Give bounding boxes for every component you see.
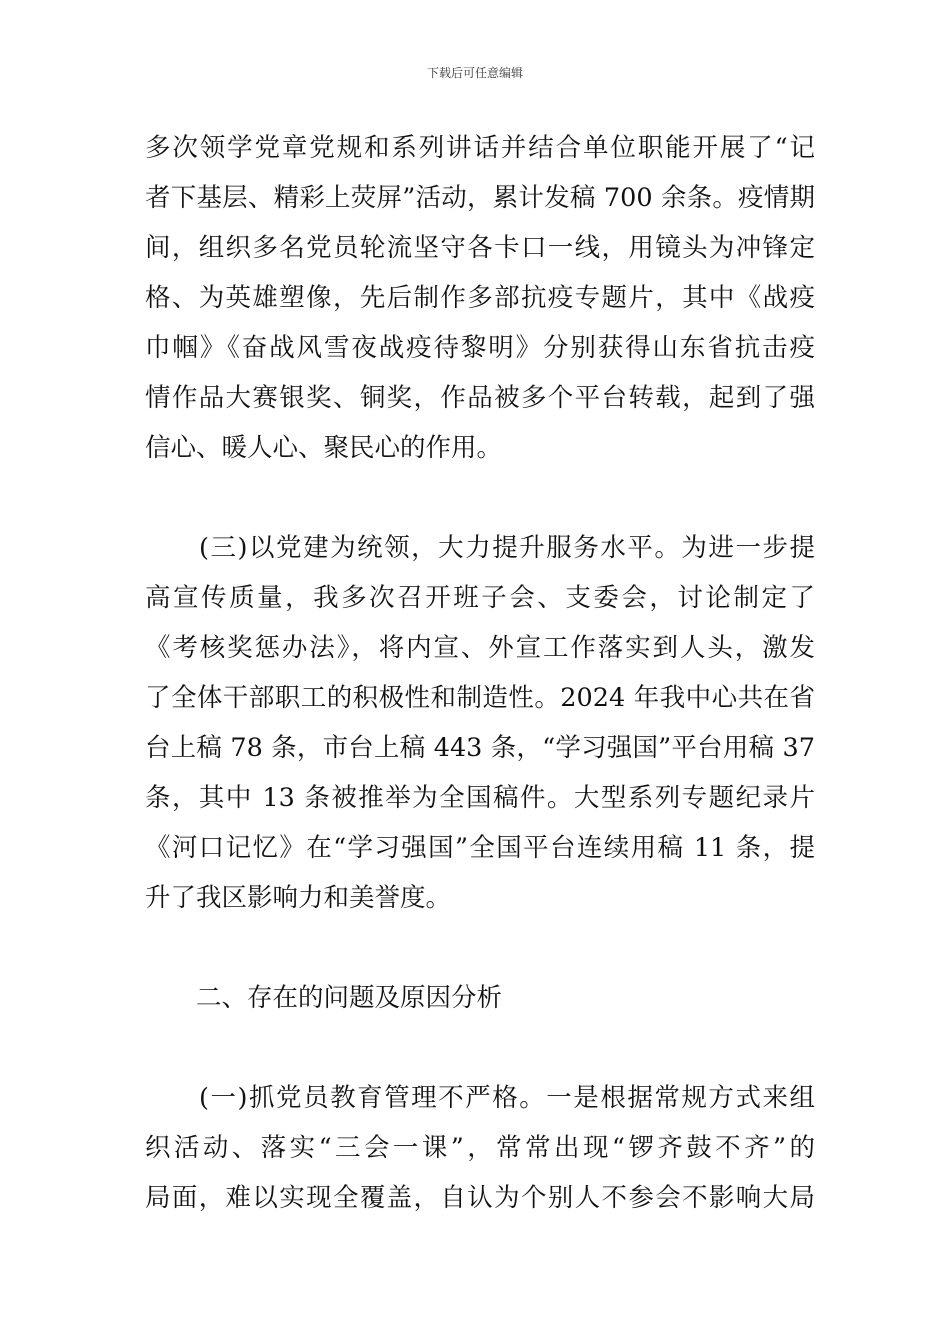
- text-line: 格、为英雄塑像，先后制作多部抗疫专题片，其中《战疫: [145, 283, 815, 313]
- text-line: (三)以党建为统领，大力提升服务水平。为进一步提: [145, 533, 815, 563]
- text-line: 《考核奖惩办法》，将内宣、外宣工作落实到人头，激发: [145, 633, 815, 663]
- text-line: 情作品大赛银奖、铜奖，作品被多个平台转载，起到了强: [145, 383, 815, 413]
- text-line: 高宣传质量，我多次召开班子会、支委会，讨论制定了: [145, 583, 815, 613]
- text-line: 者下基层、精彩上荧屏”活动，累计发稿 700 余条。疫情期: [145, 183, 815, 213]
- text-line: (一)抓党员教育管理不严格。一是根据常规方式来组: [145, 1083, 815, 1113]
- section-heading: 二、存在的问题及原因分析: [145, 983, 503, 1013]
- text-line: 台上稿 78 条，市台上稿 443 条，“学习强国”平台用稿 37: [145, 733, 815, 763]
- text-line: 多次领学党章党规和系列讲话并结合单位职能开展了“记: [145, 133, 815, 163]
- text-line: 间，组织多名党员轮流坚守各卡口一线，用镜头为冲锋定: [145, 233, 815, 263]
- text-line: 《河口记忆》在“学习强国”全国平台连续用稿 11 条，提: [145, 833, 815, 863]
- text-line: 巾帼》《奋战风雪夜战疫待黎明》分别获得山东省抗击疫: [145, 333, 815, 363]
- text-line: 升了我区影响力和美誉度。: [145, 883, 452, 913]
- text-line: 织活动、落实“三会一课”，常常出现“锣齐鼓不齐”的: [145, 1133, 815, 1163]
- text-line: 信心、暖人心、聚民心的作用。: [145, 433, 503, 463]
- text-line: 条，其中 13 条被推举为全国稿件。大型系列专题纪录片: [145, 783, 815, 813]
- page-header: 下载后可任意编辑: [426, 66, 523, 80]
- text-line: 局面，难以实现全覆盖，自认为个别人不参会不影响大局: [145, 1183, 815, 1213]
- text-line: 了全体干部职工的积极性和制造性。2024 年我中心共在省: [145, 683, 815, 713]
